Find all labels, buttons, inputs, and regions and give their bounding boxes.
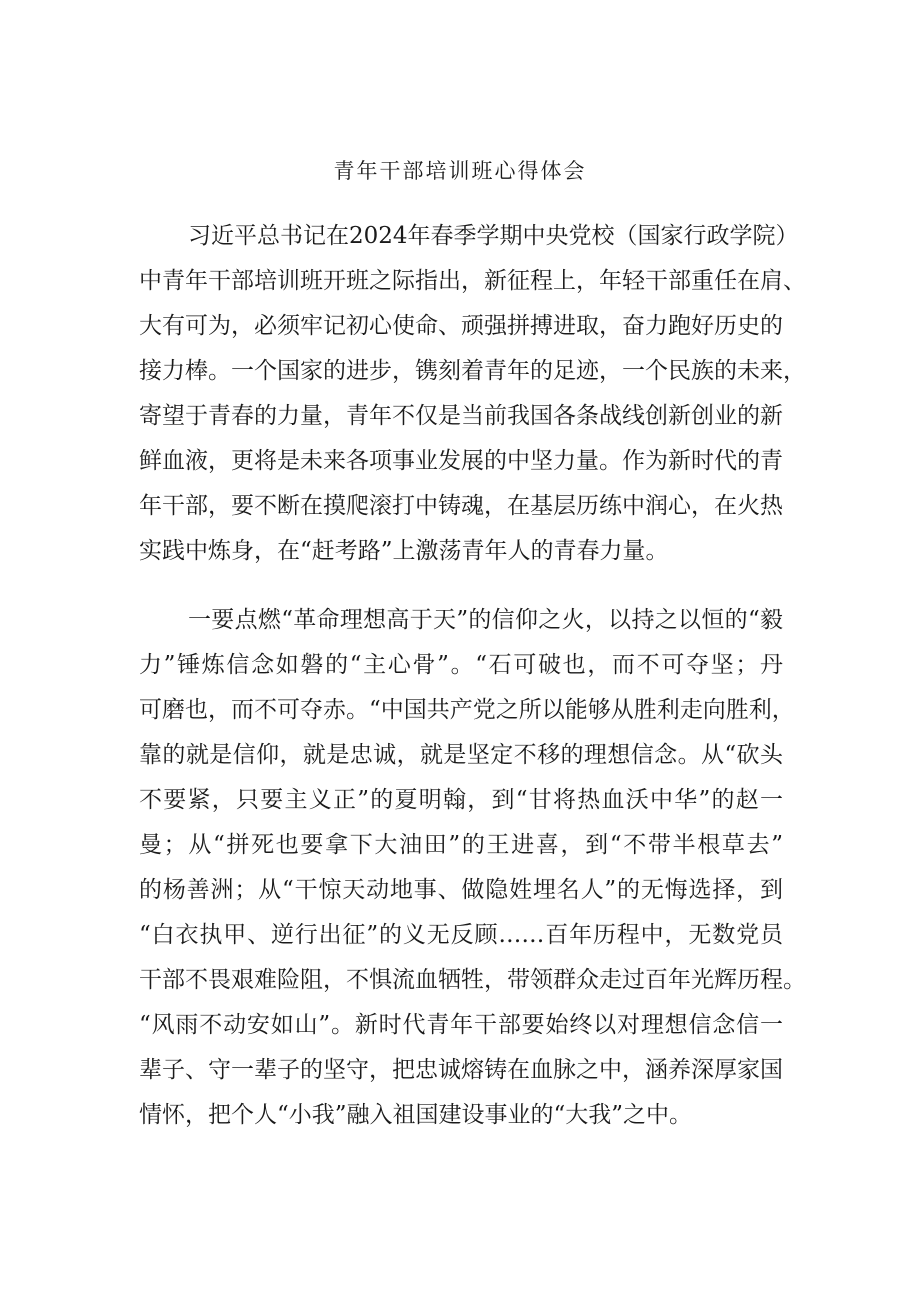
document-title: 青年干部培训班心得体会 (333, 159, 587, 183)
paragraph-line: 力”锤炼信念如磐的“主心骨”。“石可破也，而不可夺坚；丹 (139, 652, 783, 678)
paragraph-line: 接力棒。一个国家的进步，镌刻着青年的足迹，一个民族的未来， (139, 358, 806, 384)
paragraph-line: 曼；从“拼死也要拿下大油田”的王进喜，到“不带半根草去” (139, 832, 783, 858)
paragraph-line: 寄望于青春的力量，青年不仅是当前我国各条战线创新创业的新 (139, 403, 783, 429)
paragraph-line: 鲜血液，更将是未来各项事业发展的中坚力量。作为新时代的青 (139, 448, 783, 474)
paragraph-line: 靠的就是信仰，就是忠诚，就是坚定不移的理想信念。从“砍头 (139, 742, 783, 768)
paragraph-line: 的杨善洲；从“干惊天动地事、做隐姓埋名人”的无悔选择，到 (139, 877, 783, 903)
paragraph-line: 大有可为，必须牢记初心使命、顽强拼搏进取，奋力跑好历史的 (139, 313, 783, 339)
paragraph-line: 辈子、守一辈子的坚守，把忠诚熔铸在血脉之中，涵养深厚家国 (139, 1057, 783, 1083)
paragraph-line: “风雨不动安如山”。新时代青年干部要始终以对理想信念信一 (139, 1012, 783, 1038)
paragraph-line: 情怀，把个人“小我”融入祖国建设事业的“大我”之中。 (139, 1102, 693, 1128)
paragraph-line: 习近平总书记在2024年春季学期中央党校（国家行政学院） (188, 223, 799, 249)
paragraph-line: 年干部，要不断在摸爬滚打中铸魂，在基层历练中润心，在火热 (139, 493, 783, 519)
paragraph-line: 干部不畏艰难险阻，不惧流血牺牲，带领群众走过百年光辉历程。 (139, 967, 806, 993)
paragraph-line: 中青年干部培训班开班之际指出，新征程上，年轻干部重任在肩、 (139, 268, 806, 294)
paragraph-line: 不要紧，只要主义正”的夏明翰，到“甘将热血沃中华”的赵一 (139, 787, 783, 813)
paragraph-line: 可磨也，而不可夺赤。“中国共产党之所以能够从胜利走向胜利， (139, 697, 795, 723)
paragraph-line: “白衣执甲、逆行出征”的义无反顾……百年历程中，无数党员 (139, 922, 783, 948)
paragraph-line: 实践中炼身，在“赶考路”上激荡青年人的青春力量。 (139, 538, 669, 564)
paragraph-line: 一要点燃“革命理想高于天”的信仰之火，以持之以恒的“毅 (188, 607, 783, 633)
